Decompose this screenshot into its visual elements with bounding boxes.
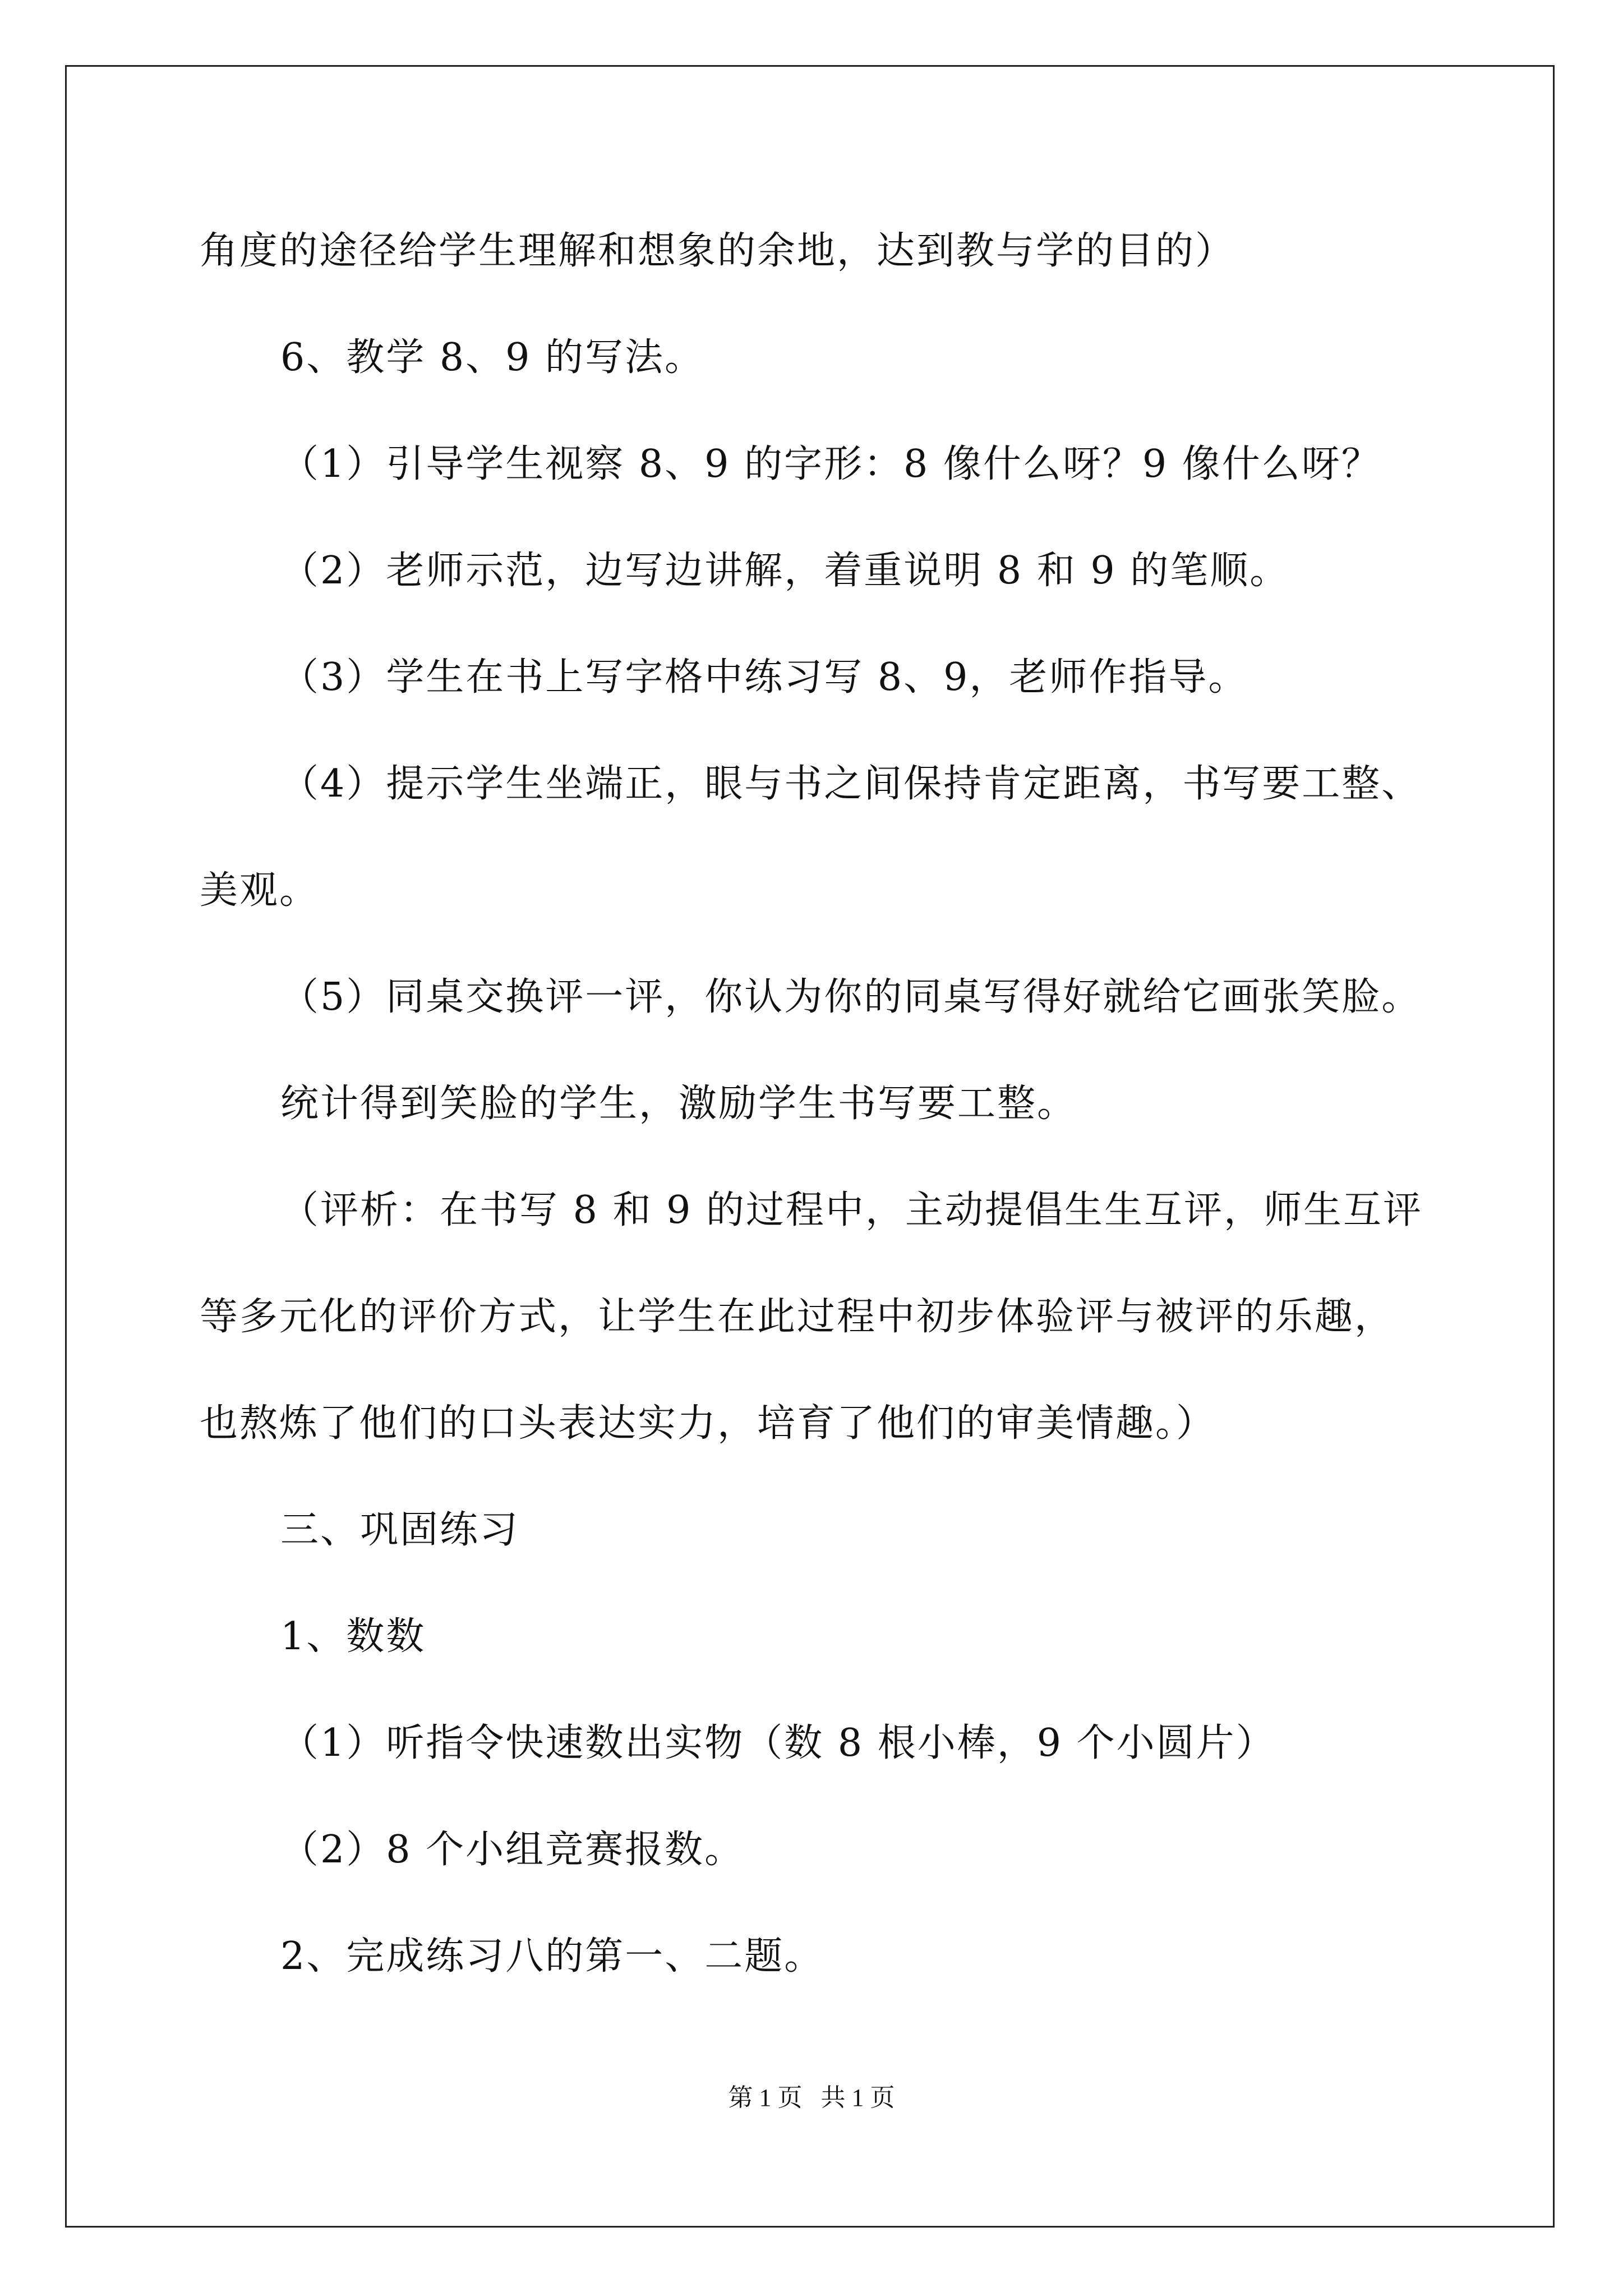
page-number-footer: 第 1 页 共 1 页 [728,2084,895,2111]
section-heading: 6、教学 8、9 的写法。 [280,335,705,380]
comment-line: 等多元化的评价方式，让学生在此过程中初步体验评与被评的乐趣， [200,1295,1395,1339]
list-item: （3）学生在书上写字格中练习写 8、9，老师作指导。 [280,655,1248,700]
list-item: （1）听指令快速数出实物（数 8 根小棒，9 个小圆片） [280,1721,1276,1765]
list-item: （5）同桌交换评一评，你认为你的同桌写得好就给它画张笑脸。 [280,975,1422,1019]
list-item: （1）引导学生视察 8、9 的字形：8 像什么呀？9 像什么呀？ [280,442,1381,486]
list-item: （4）提示学生坐端正，眼与书之间保持肯定距离，书写要工整、 [280,762,1422,806]
comment-line: 也熬炼了他们的口头表达实力，培育了他们的审美情趣。） [200,1401,1216,1446]
comment-line: （评析：在书写 8 和 9 的过程中，主动提倡生生互评，师生互评 [280,1188,1423,1232]
paragraph-line: 美观。 [200,868,320,913]
list-item: （2）老师示范，边写边讲解，着重说明 8 和 9 的笔顺。 [280,549,1290,593]
section-heading: 三、巩固练习 [280,1508,520,1552]
paragraph-line: 统计得到笑脸的学生，激励学生书写要工整。 [280,1082,1077,1126]
paragraph-line: 角度的途径给学生理解和想象的余地，达到教与学的目的） [200,229,1235,273]
subsection-heading: 2、完成练习八的第一、二题。 [280,1934,824,1978]
list-item: （2）8 个小组竞赛报数。 [280,1828,745,1872]
subsection-heading: 1、数数 [280,1614,426,1659]
page-border [65,65,1555,2228]
